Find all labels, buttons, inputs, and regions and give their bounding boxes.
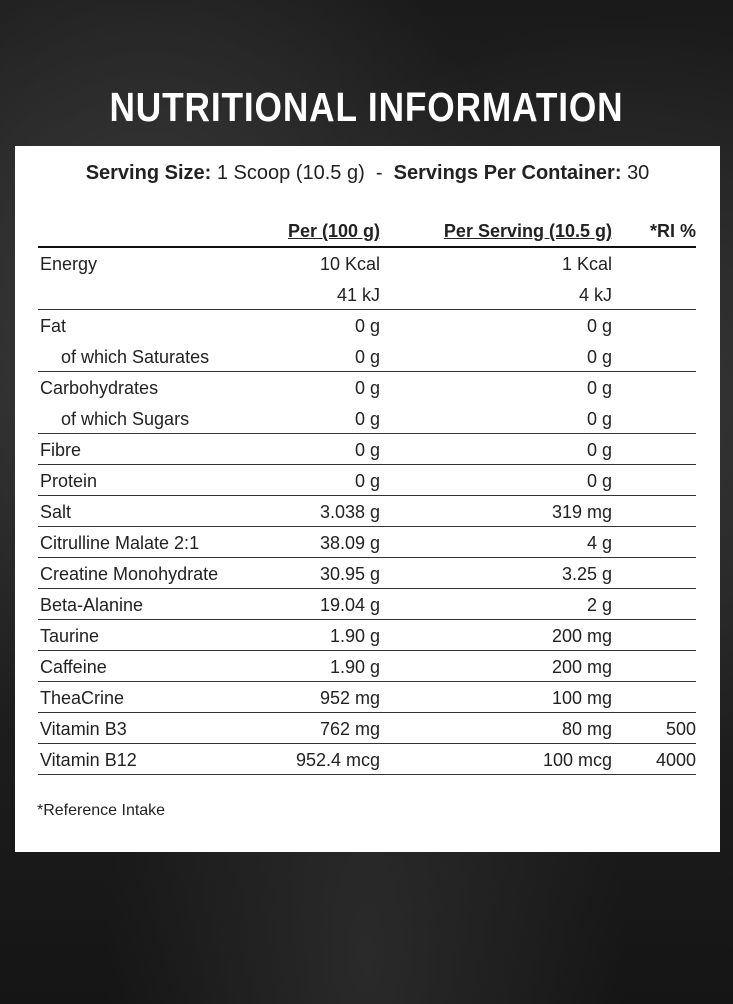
row-per-serving: 3.25 g	[561, 564, 612, 584]
table-row	[38, 651, 696, 682]
header-per-100g: Per (100 g)	[287, 221, 380, 241]
row-per-100g: 19.04 g	[319, 595, 380, 615]
row-per-100g: 38.09 g	[319, 533, 380, 553]
table-row	[38, 713, 696, 744]
row-per-serving: 0 g	[586, 409, 612, 429]
page-title: NUTRITIONAL INFORMATION	[109, 84, 624, 130]
row-ri: 4000	[655, 750, 696, 770]
row-name: Beta-Alanine	[40, 595, 144, 615]
servings-per-container-value: 30	[627, 162, 650, 184]
row-per-serving: 0 g	[586, 440, 612, 460]
row-name: Taurine	[40, 626, 100, 646]
table-row	[38, 620, 696, 651]
row-per-100g: 0 g	[354, 378, 380, 398]
row-per-100g: 0 g	[354, 409, 380, 429]
table-row	[38, 341, 696, 372]
row-per-serving: 0 g	[586, 347, 612, 367]
table-row	[38, 465, 696, 496]
row-per-serving: 100 mg	[551, 688, 612, 708]
serving-info	[15, 162, 720, 185]
row-per-serving: 100 mcg	[542, 750, 612, 770]
nutrition-table	[38, 221, 696, 775]
row-per-100g: 0 g	[354, 316, 380, 336]
table-row	[38, 682, 696, 713]
table-row	[38, 279, 696, 310]
row-ri: 500	[665, 719, 696, 739]
row-per-serving: 2 g	[586, 595, 612, 615]
table-row	[38, 403, 696, 434]
row-name: Caffeine	[40, 657, 107, 677]
table-row	[38, 589, 696, 620]
table-row	[38, 558, 696, 589]
row-name: Fibre	[40, 440, 82, 460]
table-header	[38, 221, 696, 248]
row-per-100g: 952.4 mcg	[295, 750, 380, 770]
row-per-serving: 200 mg	[551, 626, 612, 646]
row-per-serving: 319 mg	[551, 502, 612, 522]
row-name: TheaCrine	[40, 688, 125, 708]
row-per-100g: 30.95 g	[319, 564, 380, 584]
row-per-serving: 0 g	[586, 316, 612, 336]
row-per-100g: 10 Kcal	[319, 254, 380, 274]
row-per-100g: 762 mg	[319, 719, 380, 739]
row-name: of which Saturates	[61, 347, 210, 367]
row-per-100g: 0 g	[354, 471, 380, 491]
row-name: of which Sugars	[61, 409, 190, 429]
serving-size-label: Serving Size:	[85, 162, 212, 184]
row-per-100g: 41 kJ	[336, 285, 380, 305]
row-name: Vitamin B12	[40, 750, 137, 770]
table-row	[38, 744, 696, 775]
row-per-100g: 3.038 g	[319, 502, 380, 522]
header-ri: *RI %	[649, 221, 696, 241]
footnote: *Reference Intake	[37, 802, 166, 819]
row-per-serving: 0 g	[586, 471, 612, 491]
row-per-serving: 1 Kcal	[561, 254, 612, 274]
table-row	[38, 496, 696, 527]
serving-size-value: 1 Scoop (10.5 g)	[216, 162, 365, 184]
servings-per-container-label: Servings Per Container:	[393, 162, 622, 184]
table-row	[38, 434, 696, 465]
nutrition-panel	[15, 146, 720, 852]
table-row	[38, 310, 696, 341]
row-per-100g: 1.90 g	[329, 657, 380, 677]
row-name: Creatine Monohydrate	[40, 564, 219, 584]
row-per-100g: 1.90 g	[329, 626, 380, 646]
table-row	[38, 248, 696, 279]
row-per-serving: 0 g	[586, 378, 612, 398]
row-name: Fat	[40, 316, 67, 336]
row-name: Citrulline Malate 2:1	[40, 533, 200, 553]
row-per-serving: 4 kJ	[578, 285, 612, 305]
serving-separator: -	[375, 162, 383, 184]
row-per-100g: 952 mg	[319, 688, 380, 708]
row-per-100g: 0 g	[354, 347, 380, 367]
table-row	[38, 372, 696, 403]
row-per-serving: 200 mg	[551, 657, 612, 677]
row-name: Carbohydrates	[40, 378, 159, 398]
row-per-serving: 4 g	[586, 533, 612, 553]
header-per-serving: Per Serving (10.5 g)	[443, 221, 612, 241]
row-name: Energy	[40, 254, 98, 274]
row-per-100g: 0 g	[354, 440, 380, 460]
row-name: Vitamin B3	[40, 719, 127, 739]
row-name: Salt	[40, 502, 72, 522]
row-per-serving: 80 mg	[561, 719, 612, 739]
table-row	[38, 527, 696, 558]
row-name: Protein	[40, 471, 98, 491]
